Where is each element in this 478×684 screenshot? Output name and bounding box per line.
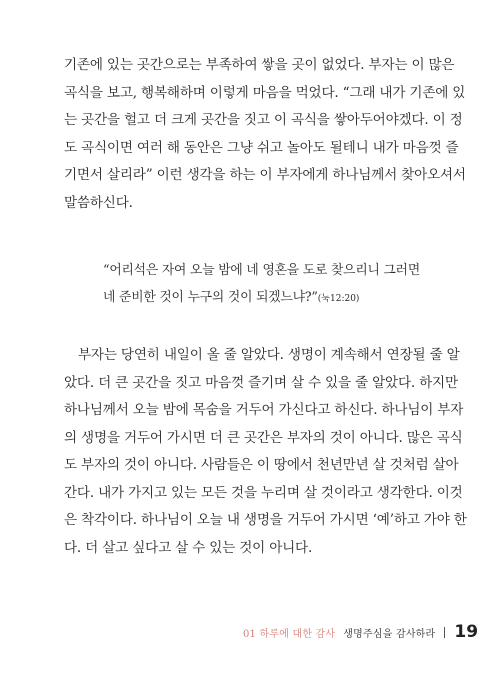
- section-title: 생명주심을 감사하라: [343, 628, 436, 640]
- paragraph-line: 말씀하신다.: [64, 194, 133, 211]
- quote-line: “어리석은 자여 오늘 밤에 네 영혼을 도로 찾으리니 그러면: [103, 263, 421, 278]
- paragraph-line: 다. 더 살고 싶다고 살 수 있는 것이 아니다.: [64, 539, 313, 556]
- quote-line-text: 네 준비한 것이 누구의 것이 되겠느냐?”: [103, 290, 318, 305]
- paragraph-line: 기면서 살리라” 이런 생각을 하는 이 부자에게 하나님께서 찾아오셔서: [64, 167, 466, 183]
- paragraph-1: [64, 52, 466, 217]
- paragraph-line: 하나님께서 오늘 밤에 목숨을 거두어 가신다고 하신다. 하나님이 부자: [64, 402, 464, 418]
- paragraph-line: 았다. 더 큰 곳간을 짓고 마음껏 즐기며 살 수 있을 줄 알았다. 하지만: [64, 374, 458, 391]
- page-number: 19: [454, 622, 478, 642]
- paragraph-2: [64, 342, 467, 562]
- scripture-quote: [103, 257, 421, 313]
- paragraph-line: 의 생명을 거두어 가시면 더 큰 곳간은 부자의 것이 아니다. 많은 곡식: [64, 429, 463, 446]
- paragraph-line: 부자는 당연히 내일이 올 줄 알았다. 생명이 계속해서 연장될 줄 알: [78, 347, 460, 363]
- paragraph-line: 도 부자의 것이 아니다. 사람들은 이 땅에서 천년만년 살 것처럼 살아: [64, 457, 459, 473]
- quote-line: [103, 284, 403, 313]
- chapter-title: 01 하루에 대한 감사: [243, 628, 336, 640]
- paragraph-line: 은 착각이다. 하나님이 오늘 내 생명을 거두어 가시면 ‘예’하고 가야 한: [64, 512, 467, 528]
- paragraph-line: 기존에 있는 곳간으로는 부족하여 쌓을 곳이 없었다. 부자는 이 많은: [64, 57, 455, 73]
- paragraph-line: 간다. 내가 가지고 있는 모든 것을 누리며 살 것이라고 생각한다. 이것: [64, 484, 463, 501]
- paragraph-line: 는 곳간을 헐고 더 크게 곳간을 짓고 이 곡식을 쌓아두어야겠다. 이 정: [64, 112, 463, 128]
- scripture-reference: (눅12:20): [317, 294, 360, 304]
- paragraph-line: 곡식을 보고, 행복해하며 이렇게 마음을 먹었다. “그래 내가 기존에 있: [64, 84, 466, 101]
- paragraph-line: 도 곡식이면 여러 해 동안은 그냥 쉬고 놀아도 될테니 내가 마음껏 즐: [64, 139, 459, 156]
- page-footer: [243, 620, 478, 644]
- footer-divider: [444, 627, 445, 638]
